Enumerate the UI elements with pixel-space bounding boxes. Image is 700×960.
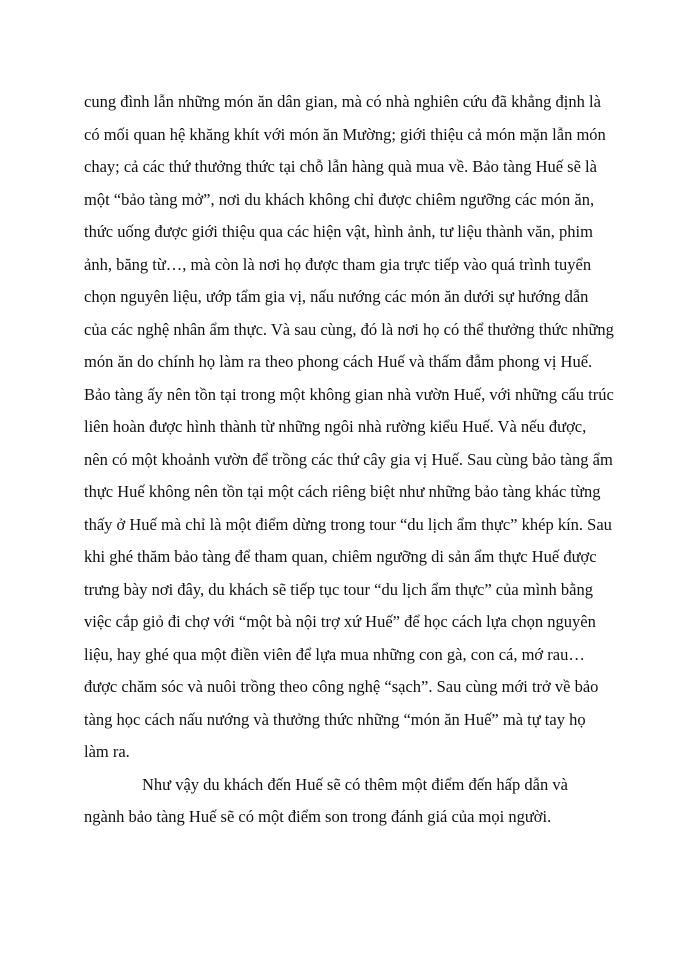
text-line: ngành bảo tàng Huế sẽ có một điểm son trong đánh giá của mọi người. (84, 807, 552, 826)
document-body (84, 86, 614, 834)
text-line: một “bảo tàng mở”, nơi du khách không chỉ được chiêm ngưỡng các món ăn, (84, 189, 595, 209)
text-line: của các nghệ nhân ẩm thực. Và sau cùng, đó là nơi họ có thể thưởng thức những (84, 319, 614, 339)
text-line: Bảo tàng ấy nên tồn tại trong một không gian nhà vườn Huế, với những cấu trúc (84, 384, 614, 404)
text-line: thức uống được giới thiệu qua các hiện vật, hình ảnh, tư liệu thành văn, phim (84, 222, 593, 241)
paragraph-1 (84, 86, 614, 769)
text-line: làm ra. (84, 742, 130, 761)
text-line: liệu, hay ghé qua một điền viên để lựa mua những con gà, con cá, mớ rau… (84, 644, 585, 664)
text-line: trưng bày nơi đây, du khách sẽ tiếp tục tour “du lịch ẩm thực” của mình bằng (84, 579, 593, 599)
text-line: được chăm sóc và nuôi trồng theo công nghệ “sạch”. Sau cùng mới trở về bảo (84, 677, 599, 696)
text-line: ảnh, băng từ…, mà còn là nơi họ được tham gia trực tiếp vào quá trình tuyển (84, 254, 592, 274)
paragraph-2 (84, 769, 604, 834)
text-line: khi ghé thăm bảo tàng để tham quan, chiêm ngưỡng di sản ẩm thực Huế được (84, 547, 597, 566)
text-line: việc cắp giỏ đi chợ với “một bà nội trợ xứ Huế” để học cách lựa chọn nguyên (84, 612, 596, 631)
text-line: chọn nguyên liệu, ướp tẩm gia vị, nấu nướng các món ăn dưới sự hướng dẫn (84, 287, 589, 306)
text-line: cung đình lẫn những món ăn dân gian, mà có nhà nghiên cứu đã khẳng định là (84, 92, 601, 111)
text-line: tàng học cách nấu nướng và thưởng thức những “món ăn Huế” mà tự tay họ (84, 709, 586, 729)
text-line: Như vậy du khách đến Huế sẽ có thêm một điểm đến hấp dẫn và (142, 774, 568, 794)
text-line: có mối quan hệ khăng khít với món ăn Mường; giới thiệu cả món mặn lẫn món (84, 124, 606, 144)
text-line: chay; cả các thứ thưởng thức tại chỗ lẫn hàng quà mua về. Bảo tàng Huế sẽ là (84, 157, 597, 176)
text-line: nên có một khoảnh vườn để trồng các thứ cây gia vị Huế. Sau cùng bảo tàng ẩm (84, 449, 613, 469)
text-line: thực Huế không nên tồn tại một cách riêng biệt như những bảo tàng khác từng (84, 482, 601, 501)
text-line: thấy ở Huế mà chỉ là một điểm dừng trong tour “du lịch ẩm thực” khép kín. Sau (84, 514, 612, 534)
text-line: món ăn do chính họ làm ra theo phong cách Huế và thấm đẫm phong vị Huế. (84, 352, 593, 371)
text-line: liên hoàn được hình thành từ những ngôi nhà rường kiểu Huế. Và nếu được, (84, 417, 587, 436)
